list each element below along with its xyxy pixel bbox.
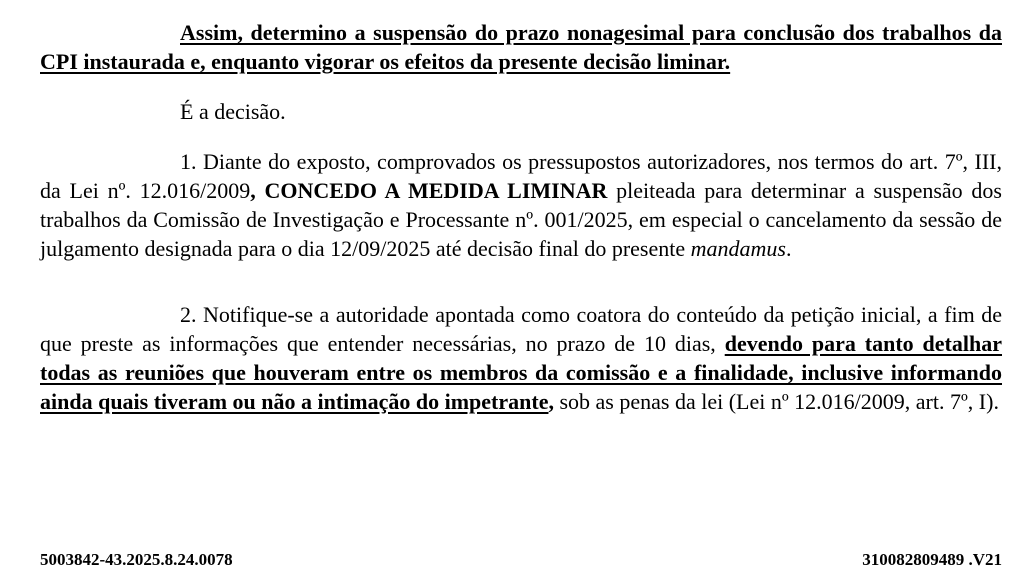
item-1-text-b: pleiteada para determinar a suspensão dos trabalhos da Comissão de Investigação e Processante nº. 001/2025, em especial o cancelamento da sessão de julgamento designada para o dia 12/09/2025 até decisão final do presente <box>40 178 1002 261</box>
item-1-text-c: . <box>785 236 792 261</box>
item-2-text-a: 2. Notifique-se a autoridade apontada como coatora do conteúdo da petição inicial, a fim de que preste as informações que entender necessárias, no prazo de 10 dias, <box>40 302 1002 356</box>
item-2-emphasis: devendo para tanto detalhar todas as reuniões que houveram entre os membros da comissão e a finalidade, inclusive informando ainda quais tiveram ou não a intimação do impetrante <box>40 331 1002 414</box>
item-2-paragraph <box>40 300 1002 416</box>
process-number: 5003842-43.2025.8.24.0078 <box>40 550 233 569</box>
decision-line <box>40 97 1002 126</box>
intro-text: Assim, determino a suspensão do prazo nonagesimal para conclusão dos trabalhos da CPI instaurada e, enquanto vigorar os efeitos da presente decisão liminar. <box>40 20 1002 74</box>
intro-paragraph <box>40 18 1002 76</box>
document-body <box>40 18 1002 416</box>
item-1-paragraph <box>40 147 1002 263</box>
decision-text: É a decisão. <box>180 99 286 124</box>
document-code: 310082809489 .V21 <box>862 550 1002 569</box>
item-2-comma: , <box>548 389 554 414</box>
item-1-mandamus: mandamus <box>690 236 786 261</box>
item-1-grant-text: , CONCEDO A MEDIDA LIMINAR <box>250 178 608 203</box>
item-1-text-a: 1. Diante do exposto, comprovados os pressupostos autorizadores, nos termos do art. 7º, III, da Lei nº. 12.016/2009 <box>40 149 1002 203</box>
item-2-text-b: sob as penas da lei (Lei nº 12.016/2009, art. 7º, I). <box>553 389 999 414</box>
